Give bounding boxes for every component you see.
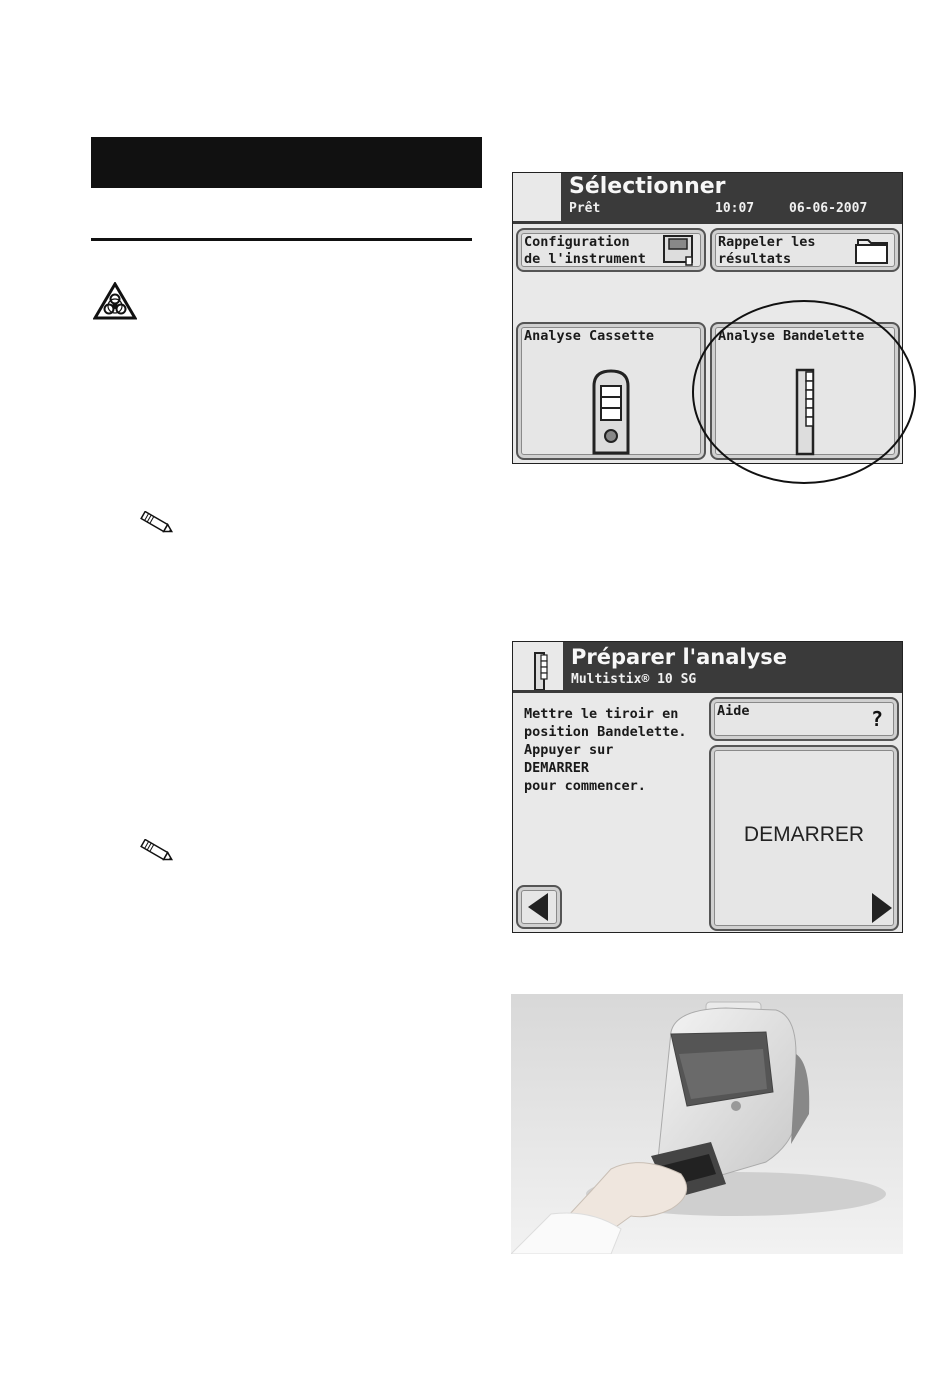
section-rule bbox=[91, 238, 472, 241]
question-mark-icon: ? bbox=[870, 707, 883, 731]
pencil-note-icon bbox=[137, 511, 177, 535]
floppy-disk-icon bbox=[662, 233, 696, 267]
instrument-photo bbox=[511, 994, 903, 1254]
screen-title: Sélectionner bbox=[569, 174, 726, 199]
time-text: 10:07 bbox=[715, 201, 755, 216]
header-underline bbox=[513, 690, 902, 693]
header-corner bbox=[513, 173, 561, 221]
start-button[interactable] bbox=[709, 745, 899, 931]
recall-results-button[interactable] bbox=[710, 228, 900, 272]
prepare-screen bbox=[512, 641, 903, 933]
arrow-right-icon[interactable] bbox=[867, 891, 895, 925]
help-button[interactable] bbox=[709, 697, 899, 741]
cassette-icon bbox=[590, 368, 632, 456]
recall-results-label: Rappeler les résultats bbox=[718, 234, 816, 267]
highlight-circle bbox=[690, 298, 920, 488]
back-button[interactable] bbox=[516, 885, 562, 929]
status-text: Prêt bbox=[569, 201, 601, 216]
instrument-config-button[interactable] bbox=[516, 228, 706, 272]
screen-title: Préparer l'analyse bbox=[571, 645, 788, 669]
instruction-text: Mettre le tiroir en position Bandelette. Appuyer sur DEMARRER pour commencer. bbox=[524, 706, 687, 794]
strip-icon bbox=[531, 652, 551, 692]
header-underline bbox=[513, 221, 902, 224]
help-label: Aide bbox=[717, 703, 750, 719]
folder-icon bbox=[854, 234, 892, 266]
date-text: 06-06-2007 bbox=[789, 201, 868, 216]
biohazard-icon bbox=[93, 282, 137, 320]
start-label: DEMARRER bbox=[743, 823, 865, 846]
arrow-left-icon bbox=[525, 891, 553, 923]
strip-analysis-label: Analyse Bandelette bbox=[718, 328, 865, 344]
cassette-analysis-button[interactable] bbox=[516, 322, 706, 460]
strip-type-text: Multistix® 10 SG bbox=[571, 672, 697, 687]
section-header-bar bbox=[91, 137, 482, 188]
screen-header bbox=[561, 173, 902, 221]
pencil-note-icon bbox=[137, 839, 177, 863]
instrument-config-label: Configuration de l'instrument bbox=[524, 234, 646, 267]
screen-header bbox=[563, 642, 902, 690]
cassette-analysis-label: Analyse Cassette bbox=[524, 328, 655, 344]
